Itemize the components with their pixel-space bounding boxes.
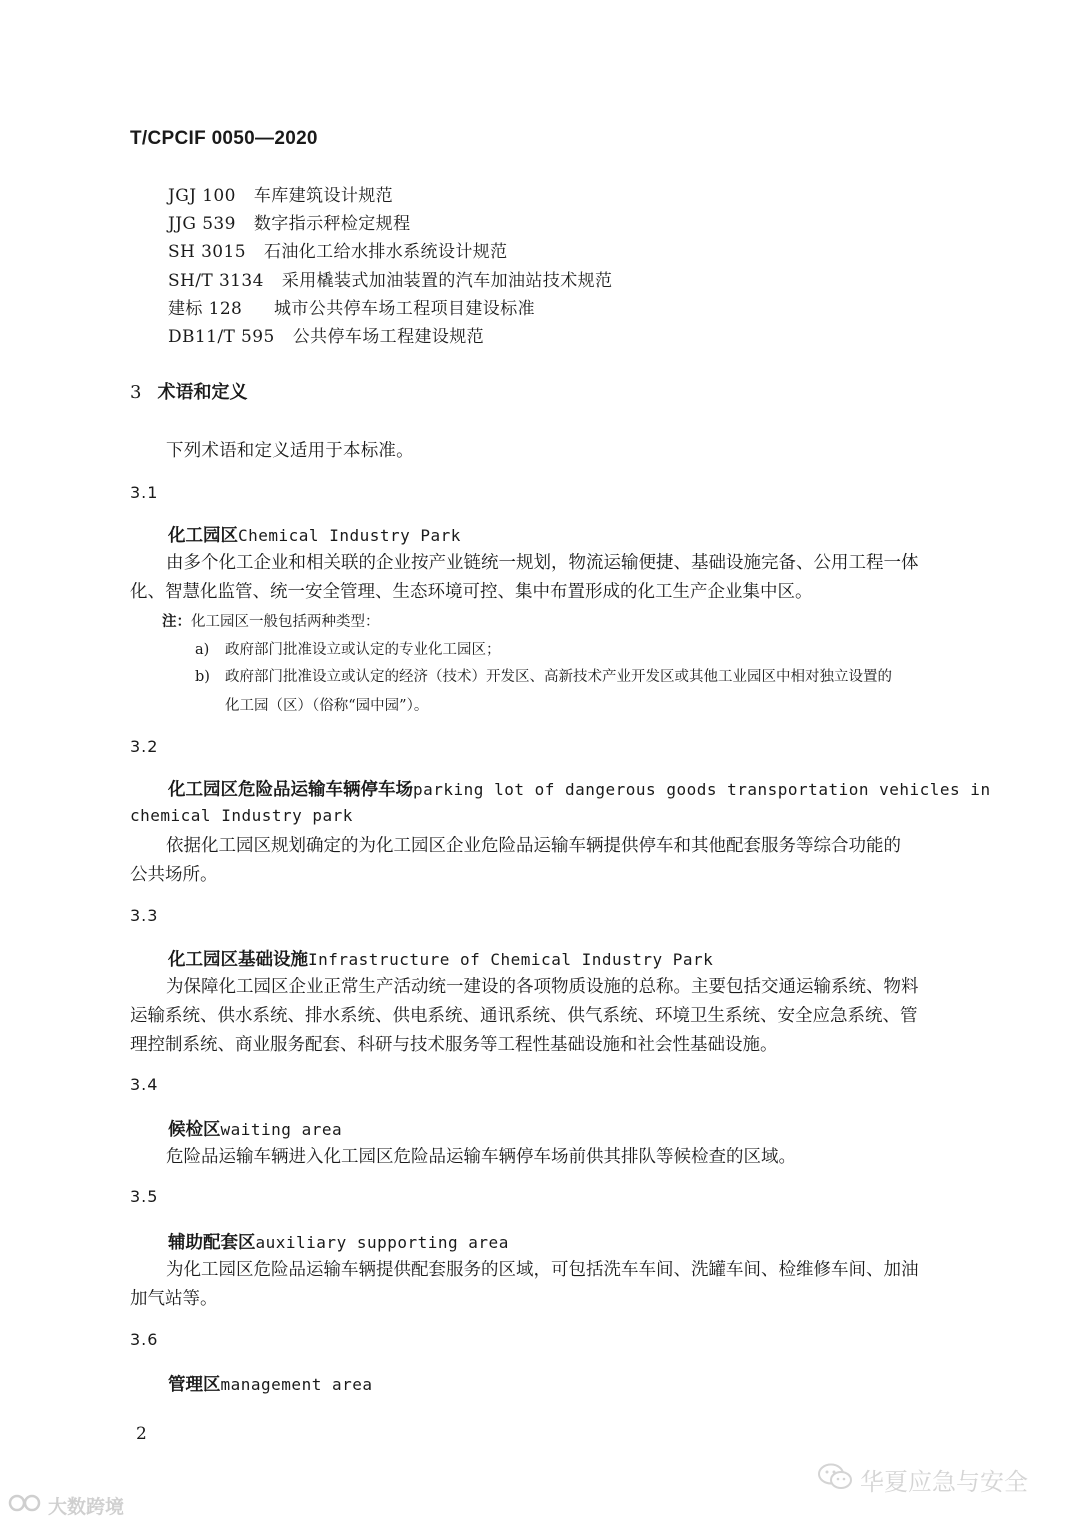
note-item: [195, 665, 892, 686]
term-en: Infrastructure of Chemical Industry Park: [308, 950, 714, 969]
watermark-left: [8, 1492, 124, 1519]
note-item-marker: b): [195, 669, 210, 685]
clause-number: 3.4: [130, 1075, 159, 1094]
reference-code: SH/T 3134: [168, 271, 264, 291]
note: [162, 610, 380, 631]
clause-number: 3.2: [130, 737, 159, 756]
note-item-text: 政府部门批准设立或认定的经济（技术）开发区、高新技术产业开发区或其他工业园区中相对独立设置的: [225, 669, 892, 685]
term-en: waiting area: [220, 1120, 343, 1139]
term-entry: [168, 776, 991, 801]
reference-title: 石油化工给水排水系统设计规范: [263, 242, 508, 262]
reference-code: JJG 539: [168, 214, 236, 234]
term-en: auxiliary supporting area: [255, 1233, 509, 1252]
reference-code: SH 3015: [168, 242, 246, 262]
definition-line: 由多个化工企业和相关联的企业按产业链统一规划，物流运输便捷、基础设施完备、公用工程一体: [166, 553, 919, 573]
note-label: 注：: [162, 613, 191, 630]
definition-line: 化、智慧化监管、统一安全管理、生态环境可控、集中布置形成的化工生产企业集中区。: [130, 582, 813, 602]
definition-line: 为保障化工园区企业正常生产活动统一建设的各项物质设施的总称。主要包括交通运输系统、物料: [166, 977, 919, 997]
intro-paragraph: 下列术语和定义适用于本标准。: [166, 441, 414, 461]
watermark-left-text: 大数跨境: [48, 1496, 125, 1518]
reference-code: JGJ 100: [168, 186, 236, 206]
definition-line: 危险品运输车辆进入化工园区危险品运输车辆停车场前供其排队等候检查的区域。: [166, 1147, 796, 1167]
term-zh: 化工园区: [168, 526, 238, 546]
definition-line: 公共场所。: [130, 865, 218, 885]
reference-item: [168, 266, 612, 291]
reference-item: [168, 294, 535, 319]
note-text: 化工园区一般包括两种类型：: [191, 614, 380, 630]
term-entry: [168, 1116, 342, 1141]
section-title: 术语和定义: [157, 382, 248, 403]
term-zh: 化工园区危险品运输车辆停车场: [168, 780, 413, 800]
term-zh: 辅助配套区: [168, 1233, 256, 1253]
term-zh: 候检区: [168, 1120, 221, 1140]
term-en: management area: [220, 1375, 373, 1394]
reference-item: [168, 322, 484, 347]
definition-line: 为化工园区危险品运输车辆提供配套服务的区域，可包括洗车车间、洗罐车间、检维修车间、加油: [166, 1260, 919, 1280]
document-code: T/CPCIF 0050—2020: [130, 128, 318, 149]
term-entry: [168, 946, 713, 971]
term-zh: 管理区: [168, 1375, 221, 1395]
section-number: 3: [130, 382, 142, 403]
term-en-continuation: chemical Industry park: [130, 806, 353, 825]
term-entry: [168, 1371, 373, 1396]
term-en: Chemical Industry Park: [238, 526, 461, 545]
note-item-continuation: 化工园（区）（俗称“园中园”）。: [225, 698, 429, 714]
definition-line: 运输系统、供水系统、排水系统、供电系统、通讯系统、供气系统、环境卫生系统、安全应急系统、管: [130, 1006, 918, 1026]
definition-line: 理控制系统、商业服务配套、科研与技术服务等工程性基础设施和社会性基础设施。: [130, 1035, 778, 1055]
term-en: parking lot of dangerous goods transportation vehicles in: [413, 780, 991, 799]
reference-item: [168, 181, 393, 206]
section-heading: [130, 378, 247, 404]
watermark-logo-icon: [8, 1493, 42, 1518]
clause-number: 3.6: [130, 1330, 159, 1349]
definition-line: 依据化工园区规划确定的为化工园区企业危险品运输车辆提供停车和其他配套服务等综合功能的: [166, 836, 901, 856]
reference-item: [168, 209, 410, 234]
note-item-marker: a): [195, 642, 210, 658]
reference-item: [168, 237, 508, 262]
reference-code: DB11/T 595: [168, 327, 275, 347]
reference-code: 建标 128: [168, 299, 243, 319]
note-item: [195, 638, 501, 659]
clause-number: 3.3: [130, 906, 159, 925]
term-entry: [168, 1229, 509, 1254]
watermark-right-text: 华夏应急与安全: [860, 1468, 1028, 1496]
definition-line: 加气站等。: [130, 1289, 218, 1309]
reference-title: 数字指示秤检定规程: [253, 214, 411, 234]
note-item-text: 政府部门批准设立或认定的专业化工园区；: [225, 642, 501, 658]
reference-title: 采用橇装式加油装置的汽车加油站技术规范: [281, 271, 613, 291]
reference-title: 车库建筑设计规范: [253, 186, 394, 206]
term-zh: 化工园区基础设施: [168, 950, 308, 970]
watermark-right: [818, 1462, 1028, 1497]
reference-title: 公共停车场工程建设规范: [292, 327, 485, 347]
reference-title: 城市公共停车场工程项目建设标准: [274, 299, 535, 319]
clause-number: 3.1: [130, 483, 159, 502]
clause-number: 3.5: [130, 1187, 159, 1206]
term-entry: [168, 522, 461, 547]
page-number: 2: [136, 1424, 147, 1444]
wechat-icon: [818, 1463, 852, 1497]
